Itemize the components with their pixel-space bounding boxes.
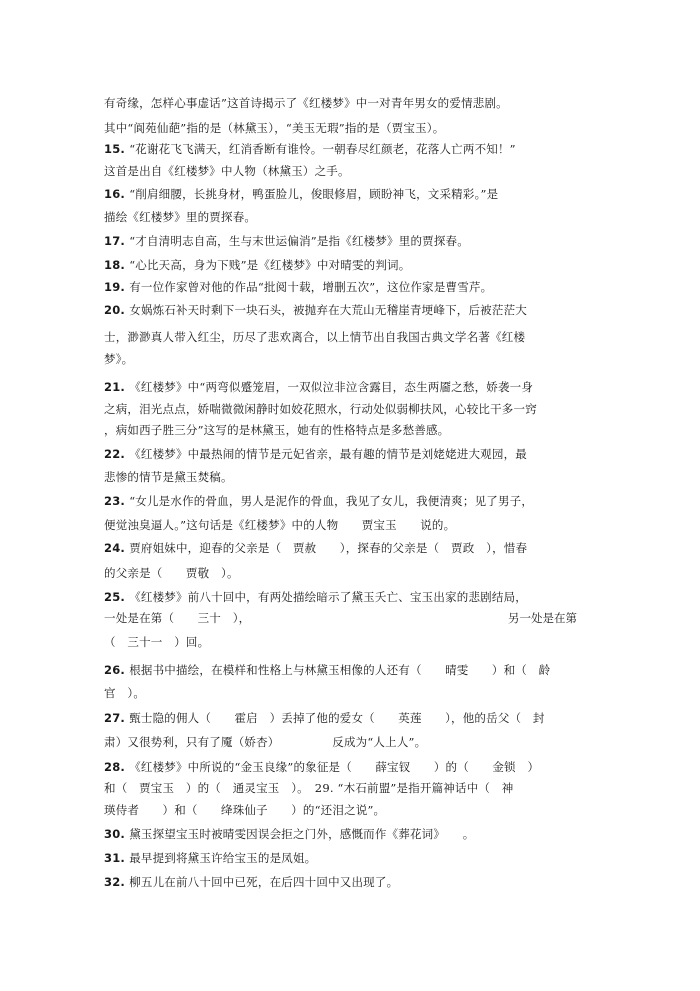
item-number: 24. [104,541,130,555]
text-line [104,423,449,437]
item-number: 31. [104,851,130,865]
text-line [104,96,508,110]
text-line [104,280,492,294]
line-text: 梦》。 [104,352,134,366]
text-line [104,210,256,224]
text-line [104,735,426,749]
item-number: 27. [104,711,130,725]
line-text: 甄士隐的佣人（ 霍启 ）丢掉了他的爱女（ 英莲 ），他的岳父（ 封 [129,711,545,725]
text-line [104,611,250,625]
line-text: 根据书中描绘，在模样和性格上与林黛玉相像的人还有（ 晴雯 ）和（ 龄 [129,663,551,677]
text-line [104,494,533,508]
text-line [104,827,474,841]
text-line [104,803,385,817]
text-line [104,303,527,317]
item-number: 25. [104,590,130,604]
item-number: 15. [104,142,130,156]
text-line [104,851,316,865]
line-text: 一处是在第（ 三十 ）， [104,611,251,625]
line-text: “才自清明志自高，生与末世运偏消”是指《红楼梦》里的贾探春。 [129,234,469,248]
line-text: “花谢花飞飞满天，红消香断有谁怜。一朝春尽红颜老，花落人亡两不知！” [129,142,516,156]
line-text: 女娲炼石补天时剩下一块石头，被抛弃在大荒山无稽崖青埂峰下，后被茫茫大 [129,303,527,317]
line-text: 最早提到将黛玉许给宝玉的是凤姐。 [129,851,317,865]
text-line [104,470,233,484]
item-number: 21. [104,380,130,394]
text-line [104,635,209,649]
line-text: 和（ 贾宝玉 ）的（ 通灵宝玉 ）。 29. “木石前盟”是指开篇神话中（ 神 [104,781,514,795]
line-text: “削肩细腰，长挑身材，鸭蛋脸儿，俊眼修眉，顾盼神飞，文采精彩。”是 [129,187,499,201]
line-text: “心比天高，身为下贱”是《红楼梦》中对晴雯的判词。 [129,258,411,272]
line-text: 《红楼梦》中最热闹的情节是元妃省亲，最有趣的情节是刘姥姥进大观园，最 [129,447,527,461]
text-line [104,760,539,774]
text-line [104,686,145,700]
item-number: 22. [104,447,130,461]
text-line [104,402,537,416]
item-number: 20. [104,303,130,317]
line-text: 悲惨的情节是黛玉焚稿。 [104,470,233,484]
line-text: 肃）又很势利，只有了魇（娇杏） 反成为“人上人”。 [104,735,427,749]
item-number: 17. [104,234,130,248]
line-text: 黛玉探望宝玉时被晴雯因误会拒之门外，感慨而作《葬花词》 。 [129,827,475,841]
text-line [104,711,545,725]
text-line [104,663,550,677]
line-text: 的父亲是（ 贾敬 ）。 [104,566,239,580]
line-text-right: 另一处是在第 [508,611,577,625]
line-text: 官 ）。 [104,686,146,700]
item-number: 30. [104,827,130,841]
line-text: 《红楼梦》前八十回中，有两处描绘暗示了黛玉夭亡、宝玉出家的悲剧结局， [129,590,527,604]
line-text: 其中“阆苑仙葩”指的是（林黛玉），“美玉无瑕”指的是（贾宝玉）。 [104,121,445,135]
line-text: 士，渺渺真人带入红尘，历尽了悲欢离合，以上情节出自我国古典文学名著《红楼 [104,330,526,344]
text-line [104,566,239,580]
text-line [104,352,133,366]
line-text: 便觉浊臭逼人。”这句话是《红楼梦》中的人物 贾宝玉 说的。 [104,518,456,532]
text-line [104,258,410,272]
text-line [104,590,527,604]
line-text: 有一位作家曾对他的作品“批阅十载，增删五次”，这位作家是曹雪芹。 [129,280,493,294]
text-line [104,330,525,344]
line-text: 《红楼梦》中所说的“金玉良缘”的象征是（ 薛宝钗 ）的（ 金锁 ） [129,760,540,774]
item-number: 26. [104,663,130,677]
text-line [104,518,455,532]
line-text: 这首是出自《红楼梦》中人物（林黛玉）之手。 [104,164,350,178]
item-number: 28. [104,760,130,774]
text-line [104,781,514,795]
text-line [104,447,527,461]
line-text: “女儿是水作的骨血，男人是泥作的骨血，我见了女儿，我便清爽；见了男子， [129,494,534,508]
text-line [104,380,533,394]
item-number: 16. [104,187,130,201]
item-number: 18. [104,258,130,272]
line-text: 贾府姐妹中，迎春的父亲是（ 贾赦 ），探春的父亲是（ 贾政 ），惜春 [129,541,528,555]
line-text: ，病如西子胜三分”这写的是林黛玉，她有的性格特点是多愁善感。 [104,423,450,437]
line-text: 瑛侍者 ）和（ 绛珠仙子 ）的“还泪之说”。 [104,803,386,817]
text-line [104,142,516,156]
line-text: 《红楼梦》中“两弯似蹙笼眉，一双似泣非泣含露目，态生两靥之愁，娇袭一身 [129,380,534,394]
line-text: 柳五儿在前八十回中已死，在后四十回中又出现了。 [129,875,399,889]
text-line [104,121,444,135]
text-line [104,541,527,555]
item-number: 32. [104,875,130,889]
text-line [104,187,498,201]
line-text: 之病，泪光点点，娇喘微微闲静时如姣花照水，行动处似弱柳扶风，心较比干多一窍 [104,402,537,416]
line-text: 有奇缘，怎样心事虚话”这首诗揭示了《红楼梦》中一对青年男女的爱情悲剧。 [104,96,508,110]
text-line [104,875,398,889]
line-text: 描绘《红楼梦》里的贾探春。 [104,210,257,224]
line-text: （ 三十一 ）回。 [104,635,210,649]
item-number: 23. [104,494,130,508]
text-line [104,164,350,178]
item-number: 19. [104,280,130,294]
text-line [104,234,469,248]
